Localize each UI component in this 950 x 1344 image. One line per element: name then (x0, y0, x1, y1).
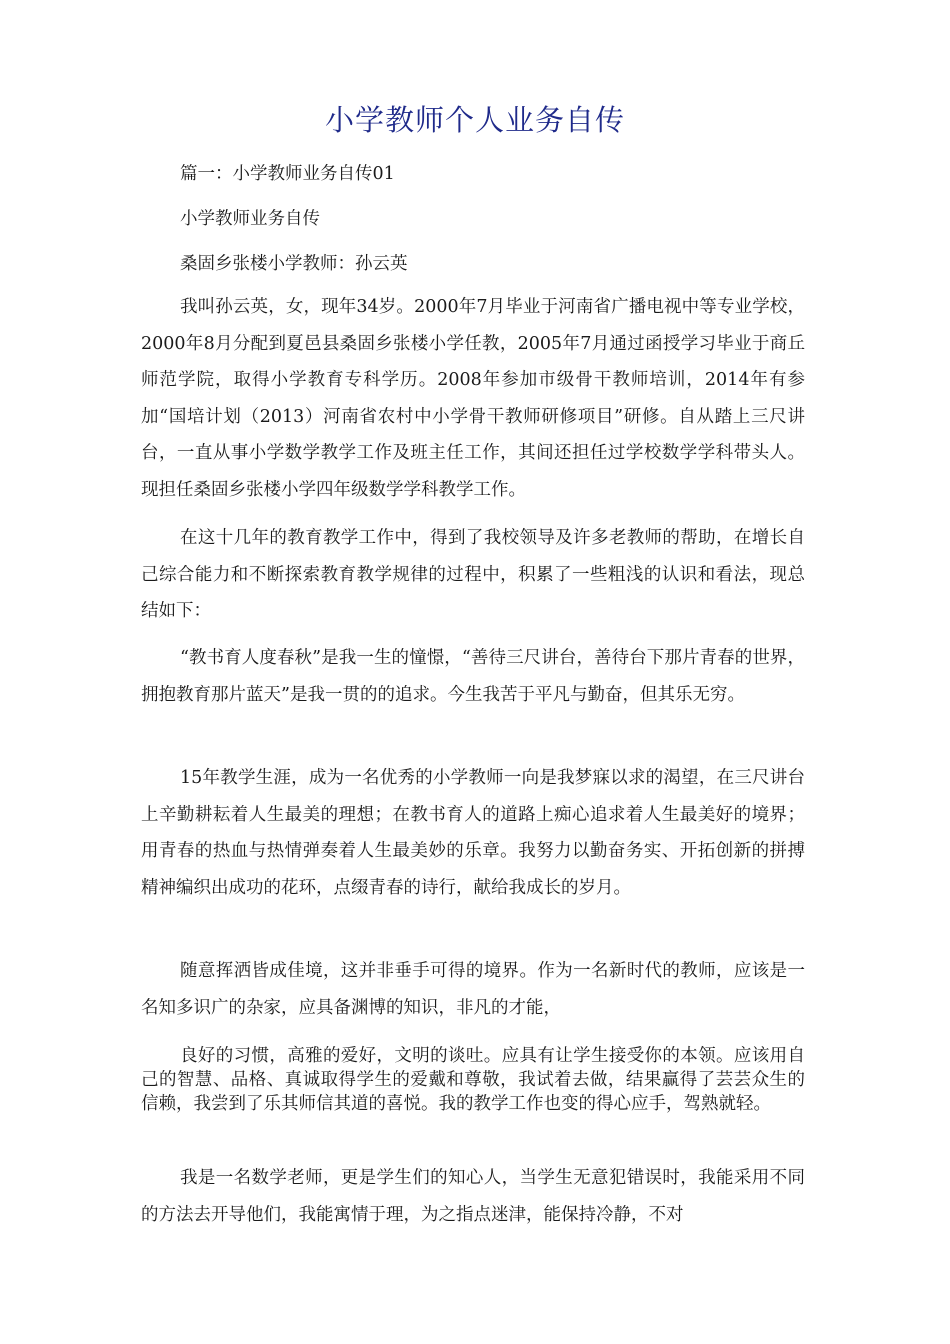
subheading: 小学教师业务自传 (180, 209, 320, 229)
document-title: 小学教师个人业务自传 (324, 103, 625, 137)
author-line: 桑固乡张楼小学教师：孙云英 (180, 254, 408, 274)
paragraph-summary: 在这十几年的教育教学工作中，得到了我校领导及许多老教师的帮助，在增长自己综合能力和不断探索教育教学规律的过程中，积累了一些粗浅的认识和看法，现总结如下： (141, 528, 805, 621)
paragraph-motto: “教书育人度春秋”是我一生的憧憬，“善待三尺讲台，善待台下那片青春的世界，拥抱教育那片蓝天”是我一贯的的追求。今生我苦于平凡与勤奋，但其乐无穷。 (141, 648, 805, 705)
paragraph-ideal: 随意挥洒皆成佳境，这并非垂手可得的境界。作为一名新时代的教师，应该是一名知多识广的杂家，应具备渊博的知识，非凡的才能， (141, 961, 805, 1018)
paragraph-intro: 我叫孙云英，女，现年34岁。2000年7月毕业于河南省广播电视中等专业学校，2000年8月分配到夏邑县桑固乡张楼小学任教，2005年7月通过函授学习毕业于商丘师范学院，取得小学教育专科学历。2008年参加市级骨干教师培训，2014年有参加“国培计划（2013）河南省农村中小学骨干教师研修项目”研修。自从踏上三尺讲台，一直从事小学数学教学工作及班主任工作，其间还担任过学校数学学科带头人。现担任桑固乡张楼小学四年级数学学科教学工作。 (141, 297, 805, 500)
paragraph-teacher: 我是一名数学老师，更是学生们的知心人，当学生无意犯错误时，我能采用不同的方法去开导他们，我能寓情于理，为之指点迷津，能保持冷静，不对 (141, 1168, 805, 1225)
paragraph-habits: 良好的习惯，高雅的爱好，文明的谈吐。应具有让学生接受你的本领。应该用自己的智慧、品格、真诚取得学生的爱戴和尊敬，我试着去做，结果赢得了芸芸众生的信赖，我尝到了乐其师信其道的喜悦。我的教学工作也变的得心应手，驾熟就轻。 (141, 1046, 805, 1114)
section-heading: 篇一：小学教师业务自传01 (180, 164, 395, 184)
paragraph-career: 15年教学生涯，成为一名优秀的小学教师一向是我梦寐以求的渴望，在三尺讲台上辛勤耕耘着人生最美的理想；在教书育人的道路上痴心追求着人生最美好的境界；用青春的热血与热情弹奏着人生最美妙的乐章。我努力以勤奋务实、开拓创新的拼搏精神编织出成功的花环，点缀青春的诗行，献给我成长的岁月。 (141, 768, 805, 898)
